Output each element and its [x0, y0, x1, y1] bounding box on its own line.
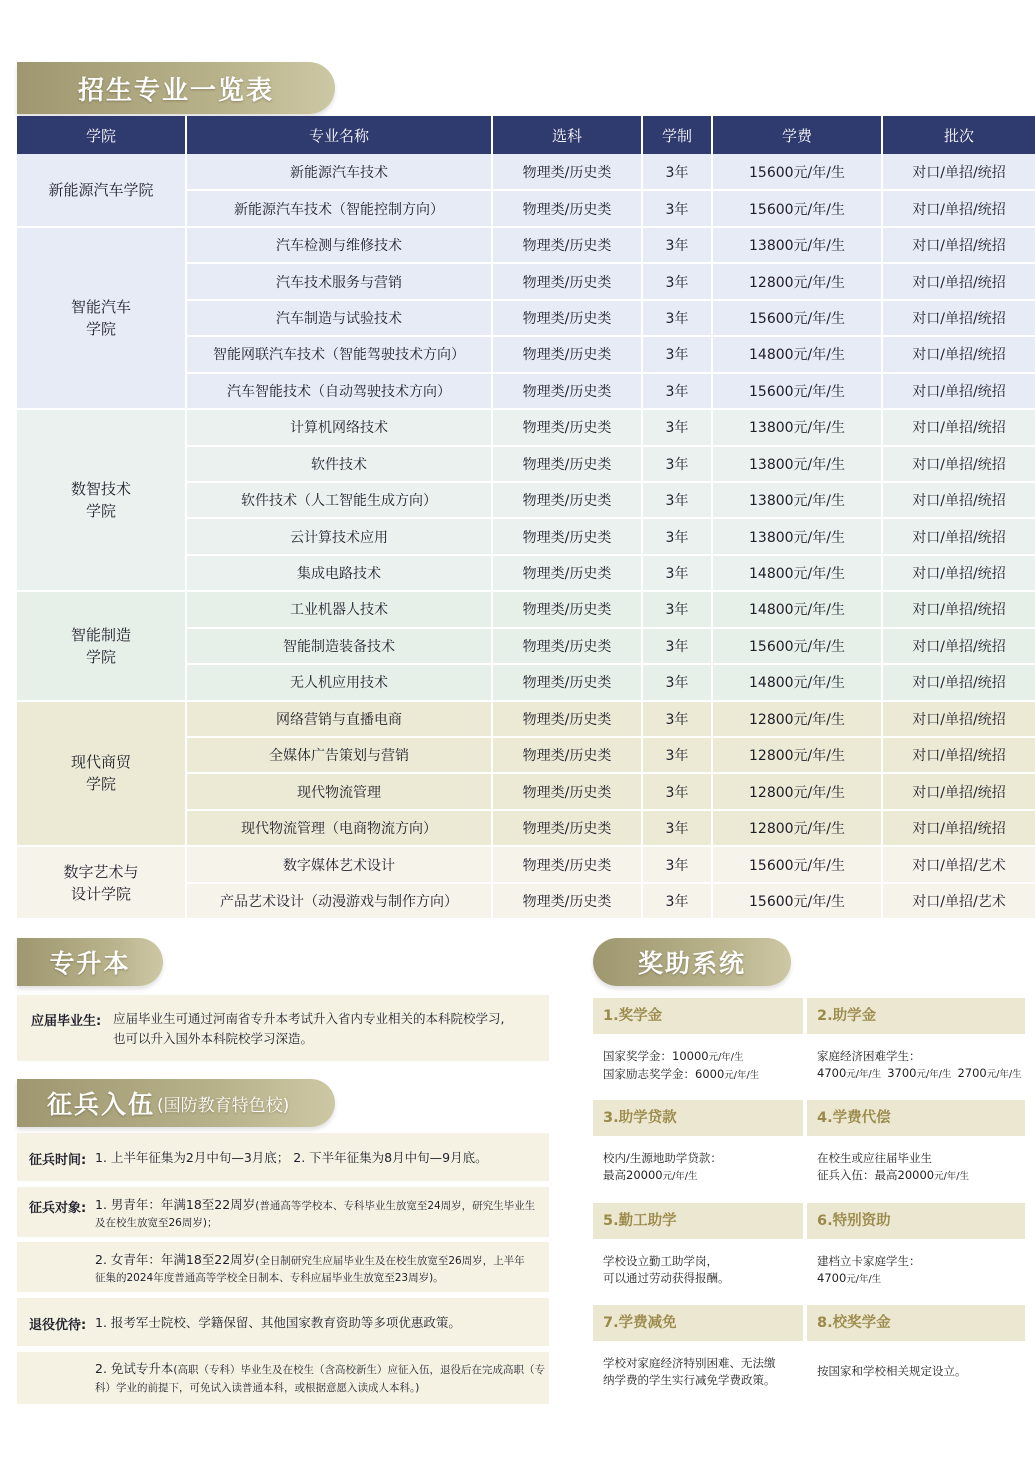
- duration-cell: 3年: [642, 373, 712, 409]
- major-cell: 新能源汽车技术（智能控制方向）: [186, 190, 492, 226]
- batch-cell: 对口/单招/统招: [882, 190, 1035, 226]
- batch-cell: 对口/单招/统招: [882, 154, 1035, 190]
- aid-item-title: 6.特别资助: [807, 1203, 1025, 1239]
- aid-item-title: 5.勤工助学: [593, 1203, 803, 1239]
- subject-cell: 物理类/历史类: [492, 227, 642, 263]
- tuition-cell: 15600元/年/生: [712, 628, 882, 664]
- aid-line: [817, 1048, 1025, 1065]
- major-cell: 汽车制造与试验技术: [186, 300, 492, 336]
- aid-item-body: [817, 1363, 1025, 1380]
- aid-banner: [593, 938, 791, 986]
- aid-line-text: 4700: [817, 1066, 847, 1080]
- college-cell: 智能汽车 学院: [17, 227, 186, 409]
- aid-line-unit: 元/年/生: [846, 1069, 888, 1080]
- aid-line-unit: 元/年/生: [986, 1069, 1022, 1080]
- army-benefit-2-note: (高职（专科）毕业生及在校生（含高校新生）应征入伍，退役后在完成高职（专: [173, 1364, 546, 1376]
- subject-cell: 物理类/历史类: [492, 190, 642, 226]
- army-target-2-note-2: 征集的2024年度普通高等学校全日制本、专科应届毕业生放宽至23周岁)。: [95, 1272, 444, 1284]
- header-cell: 选科: [492, 116, 642, 154]
- batch-cell: 对口/单招/统招: [882, 773, 1035, 809]
- aid-line-unit: 元/年/生: [846, 1274, 882, 1285]
- army-title: 征兵入伍: [47, 1090, 156, 1119]
- batch-cell: 对口/单招/统招: [882, 555, 1035, 591]
- aid-line: [817, 1167, 1025, 1185]
- army-benefit-1: 1. 报考军士院校、学籍保留、其他国家教育资助等多项优惠政策。: [95, 1315, 461, 1330]
- aid-item-body: [603, 1150, 803, 1185]
- tuition-cell: 15600元/年/生: [712, 373, 882, 409]
- duration-cell: 3年: [642, 227, 712, 263]
- tuition-cell: 12800元/年/生: [712, 810, 882, 846]
- major-cell: 智能网联汽车技术（智能驾驶技术方向）: [186, 336, 492, 372]
- table-row: [17, 154, 1035, 190]
- college-cell: 现代商贸 学院: [17, 701, 186, 847]
- aid-line-text: 最高20000: [603, 1168, 663, 1182]
- aid-line: [603, 1048, 803, 1066]
- aid-line: [817, 1253, 1025, 1270]
- batch-cell: 对口/单招/艺术: [882, 883, 1035, 919]
- tuition-cell: 15600元/年/生: [712, 300, 882, 336]
- army-target-box-2: [17, 1242, 549, 1292]
- army-time-label: 征兵时间:: [29, 1153, 87, 1168]
- duration-cell: 3年: [642, 628, 712, 664]
- upgrade-label: 应届毕业生:: [31, 1014, 102, 1029]
- majors-title: 招生专业一览表: [77, 75, 274, 106]
- aid-line-unit: 元/年/生: [916, 1069, 958, 1080]
- aid-item-title: 1.奖学金: [593, 998, 803, 1034]
- table-row: [17, 409, 1035, 445]
- subject-cell: 物理类/历史类: [492, 591, 642, 627]
- subject-cell: 物理类/历史类: [492, 154, 642, 190]
- major-cell: 网络营销与直播电商: [186, 701, 492, 737]
- duration-cell: 3年: [642, 518, 712, 554]
- duration-cell: 3年: [642, 846, 712, 882]
- subject-cell: 物理类/历史类: [492, 810, 642, 846]
- college-cell: 智能制造 学院: [17, 591, 186, 700]
- header-cell: 批次: [882, 116, 1035, 154]
- aid-line: [603, 1066, 803, 1084]
- duration-cell: 3年: [642, 154, 712, 190]
- majors-banner: [17, 62, 335, 114]
- subject-cell: 物理类/历史类: [492, 409, 642, 445]
- subject-cell: 物理类/历史类: [492, 701, 642, 737]
- tuition-cell: 13800元/年/生: [712, 227, 882, 263]
- batch-cell: 对口/单招/艺术: [882, 846, 1035, 882]
- subject-cell: 物理类/历史类: [492, 300, 642, 336]
- major-cell: 数字媒体艺术设计: [186, 846, 492, 882]
- army-benefit-2: [95, 1360, 545, 1379]
- college-cell: 数智技术 学院: [17, 409, 186, 591]
- army-time-text: 1. 上半年征集为2月中旬—3月底； 2. 下半年征集为8月中旬—9月底。: [95, 1150, 488, 1165]
- aid-item-title: 4.学费代偿: [807, 1100, 1025, 1136]
- aid-item-title: 8.校奖学金: [807, 1305, 1025, 1341]
- aid-item-title: 3.助学贷款: [593, 1100, 803, 1136]
- majors-table: [17, 116, 1035, 920]
- aid-line: [603, 1167, 803, 1185]
- batch-cell: 对口/单招/统招: [882, 227, 1035, 263]
- batch-cell: 对口/单招/统招: [882, 737, 1035, 773]
- duration-cell: 3年: [642, 446, 712, 482]
- duration-cell: 3年: [642, 773, 712, 809]
- army-benefit-2-note-2: 科）学业的前提下，可免试入读普通本科，或根据意愿入读成人本科。): [95, 1382, 420, 1394]
- batch-cell: 对口/单招/统招: [882, 336, 1035, 372]
- duration-cell: 3年: [642, 591, 712, 627]
- aid-line: [603, 1253, 803, 1270]
- major-cell: 工业机器人技术: [186, 591, 492, 627]
- header-cell: 专业名称: [186, 116, 492, 154]
- subject-cell: 物理类/历史类: [492, 482, 642, 518]
- aid-line-text: 纳学费的学生实行减免学费政策。: [603, 1373, 776, 1387]
- batch-cell: 对口/单招/统招: [882, 518, 1035, 554]
- aid-line: [817, 1270, 1025, 1288]
- major-cell: 集成电路技术: [186, 555, 492, 591]
- aid-line-text: 可以通过劳动获得报酬。: [603, 1271, 730, 1285]
- army-banner: [17, 1079, 335, 1127]
- army-time-box: [17, 1133, 549, 1181]
- aid-line: [603, 1150, 803, 1167]
- batch-cell: 对口/单招/统招: [882, 482, 1035, 518]
- tuition-cell: 14800元/年/生: [712, 336, 882, 372]
- aid-line: [817, 1363, 1025, 1380]
- army-target-1-main: 1. 男青年：年满18至22周岁: [95, 1197, 256, 1212]
- aid-line-unit: 元/年/生: [708, 1052, 744, 1063]
- header-cell: 学院: [17, 116, 186, 154]
- tuition-cell: 14800元/年/生: [712, 555, 882, 591]
- subject-cell: 物理类/历史类: [492, 446, 642, 482]
- aid-item-body: [817, 1048, 1025, 1083]
- batch-cell: 对口/单招/统招: [882, 263, 1035, 299]
- tuition-cell: 13800元/年/生: [712, 446, 882, 482]
- batch-cell: 对口/单招/统招: [882, 701, 1035, 737]
- duration-cell: 3年: [642, 263, 712, 299]
- subject-cell: 物理类/历史类: [492, 883, 642, 919]
- subject-cell: 物理类/历史类: [492, 263, 642, 299]
- header-cell: 学制: [642, 116, 712, 154]
- table-row: [17, 846, 1035, 882]
- duration-cell: 3年: [642, 555, 712, 591]
- aid-item-title: 7.学费减免: [593, 1305, 803, 1341]
- army-target-box-1: [17, 1187, 549, 1237]
- army-title-group: [17, 1079, 335, 1127]
- army-benefit-box-1: [17, 1298, 549, 1346]
- batch-cell: 对口/单招/统招: [882, 810, 1035, 846]
- aid-line-text: 2700: [957, 1066, 987, 1080]
- aid-line-unit: 元/年/生: [662, 1171, 698, 1182]
- aid-item-body: [603, 1048, 803, 1084]
- subject-cell: 物理类/历史类: [492, 336, 642, 372]
- table-row: [17, 701, 1035, 737]
- army-target-2-main: 2. 女青年：年满18至22周岁: [95, 1252, 256, 1267]
- aid-title: 奖助系统: [637, 949, 746, 978]
- aid-line: [603, 1355, 803, 1372]
- aid-item-body: [603, 1253, 803, 1287]
- army-target-label: 征兵对象:: [29, 1201, 87, 1216]
- major-cell: 软件技术（人工智能生成方向）: [186, 482, 492, 518]
- batch-cell: 对口/单招/统招: [882, 446, 1035, 482]
- subject-cell: 物理类/历史类: [492, 664, 642, 700]
- duration-cell: 3年: [642, 482, 712, 518]
- tuition-cell: 15600元/年/生: [712, 883, 882, 919]
- army-target-1-note: (普通高等学校本、专科毕业生放宽至24周岁，研究生毕业生: [255, 1200, 536, 1212]
- major-cell: 现代物流管理（电商物流方向）: [186, 810, 492, 846]
- army-target-2: [95, 1251, 525, 1270]
- aid-item-body: [817, 1150, 1025, 1185]
- upgrade-text-1: 应届毕业生可通过河南省专升本考试升入省内专业相关的本科院校学习,: [113, 1011, 505, 1026]
- batch-cell: 对口/单招/统招: [882, 628, 1035, 664]
- college-cell: 新能源汽车学院: [17, 154, 186, 227]
- army-target-1-note-2: 及在校生放宽至26周岁)；: [95, 1217, 218, 1229]
- aid-line: [817, 1065, 1025, 1083]
- major-cell: 汽车技术服务与营销: [186, 263, 492, 299]
- aid-line-unit: 元/年/生: [934, 1171, 969, 1182]
- major-cell: 汽车智能技术（自动驾驶技术方向）: [186, 373, 492, 409]
- duration-cell: 3年: [642, 190, 712, 226]
- aid-item-body: [817, 1253, 1025, 1288]
- aid-line-text: 家庭经济困难学生：: [817, 1049, 921, 1063]
- major-cell: 软件技术: [186, 446, 492, 482]
- aid-line-text: 4700: [817, 1271, 847, 1285]
- aid-line-text: 在校生或应往届毕业生: [817, 1151, 932, 1165]
- subject-cell: 物理类/历史类: [492, 555, 642, 591]
- upgrade-box: [17, 995, 549, 1061]
- aid-line-text: 按国家和学校相关规定设立。: [817, 1364, 967, 1378]
- tuition-cell: 13800元/年/生: [712, 518, 882, 554]
- tuition-cell: 15600元/年/生: [712, 846, 882, 882]
- aid-line-text: 国家励志奖学金：6000: [603, 1067, 725, 1081]
- aid-line-text: 学校对家庭经济特别困难、无法缴: [603, 1356, 776, 1370]
- upgrade-text-2: 也可以升入国外本科院校学习深造。: [113, 1031, 314, 1046]
- major-cell: 全媒体广告策划与营销: [186, 737, 492, 773]
- tuition-cell: 14800元/年/生: [712, 591, 882, 627]
- tuition-cell: 12800元/年/生: [712, 263, 882, 299]
- major-cell: 云计算技术应用: [186, 518, 492, 554]
- tuition-cell: 15600元/年/生: [712, 190, 882, 226]
- army-subtitle: (国防教育特色校): [157, 1095, 290, 1116]
- subject-cell: 物理类/历史类: [492, 628, 642, 664]
- upgrade-title: 专升本: [49, 949, 131, 978]
- subject-cell: 物理类/历史类: [492, 846, 642, 882]
- aid-line-text: 征兵入伍：最高20000: [817, 1168, 935, 1182]
- aid-line-text: 校内/生源地助学贷款：: [603, 1151, 722, 1165]
- subject-cell: 物理类/历史类: [492, 518, 642, 554]
- duration-cell: 3年: [642, 883, 712, 919]
- major-cell: 汽车检测与维修技术: [186, 227, 492, 263]
- duration-cell: 3年: [642, 300, 712, 336]
- table-row: [17, 227, 1035, 263]
- tuition-cell: 15600元/年/生: [712, 154, 882, 190]
- duration-cell: 3年: [642, 701, 712, 737]
- aid-line: [817, 1150, 1025, 1167]
- table-header-row: [17, 116, 1035, 154]
- batch-cell: 对口/单招/统招: [882, 373, 1035, 409]
- aid-line-text: 3700: [887, 1066, 917, 1080]
- tuition-cell: 12800元/年/生: [712, 737, 882, 773]
- aid-line-text: 建档立卡家庭学生：: [817, 1254, 921, 1268]
- army-target-2-note: (全日制研究生应届毕业生及在校生放宽至26周岁，上半年: [255, 1255, 525, 1267]
- tuition-cell: 13800元/年/生: [712, 409, 882, 445]
- aid-line-text: 学校设立勤工助学岗，: [603, 1254, 718, 1268]
- header-cell: 学费: [712, 116, 882, 154]
- duration-cell: 3年: [642, 664, 712, 700]
- army-benefit-label: 退役优待:: [29, 1318, 87, 1333]
- major-cell: 智能制造装备技术: [186, 628, 492, 664]
- army-target-1: [95, 1196, 535, 1215]
- tuition-cell: 14800元/年/生: [712, 664, 882, 700]
- duration-cell: 3年: [642, 737, 712, 773]
- subject-cell: 物理类/历史类: [492, 737, 642, 773]
- tuition-cell: 12800元/年/生: [712, 773, 882, 809]
- major-cell: 无人机应用技术: [186, 664, 492, 700]
- aid-line-unit: 元/年/生: [724, 1070, 760, 1081]
- batch-cell: 对口/单招/统招: [882, 591, 1035, 627]
- major-cell: 新能源汽车技术: [186, 154, 492, 190]
- batch-cell: 对口/单招/统招: [882, 300, 1035, 336]
- aid-item-body: [603, 1355, 803, 1389]
- aid-line: [603, 1270, 803, 1287]
- aid-line-text: 国家奖学金：10000: [603, 1049, 709, 1063]
- batch-cell: 对口/单招/统招: [882, 664, 1035, 700]
- major-cell: 计算机网络技术: [186, 409, 492, 445]
- subject-cell: 物理类/历史类: [492, 373, 642, 409]
- duration-cell: 3年: [642, 336, 712, 372]
- aid-item-title: 2.助学金: [807, 998, 1025, 1034]
- aid-line: [603, 1372, 803, 1389]
- batch-cell: 对口/单招/统招: [882, 409, 1035, 445]
- duration-cell: 3年: [642, 810, 712, 846]
- subject-cell: 物理类/历史类: [492, 773, 642, 809]
- major-cell: 现代物流管理: [186, 773, 492, 809]
- table-row: [17, 591, 1035, 627]
- upgrade-banner: [17, 938, 163, 986]
- army-benefit-box-2: [17, 1352, 549, 1404]
- major-cell: 产品艺术设计（动漫游戏与制作方向）: [186, 883, 492, 919]
- college-cell: 数字艺术与 设计学院: [17, 846, 186, 919]
- army-benefit-2-main: 2. 免试专升本: [95, 1361, 174, 1376]
- tuition-cell: 12800元/年/生: [712, 701, 882, 737]
- duration-cell: 3年: [642, 409, 712, 445]
- tuition-cell: 13800元/年/生: [712, 482, 882, 518]
